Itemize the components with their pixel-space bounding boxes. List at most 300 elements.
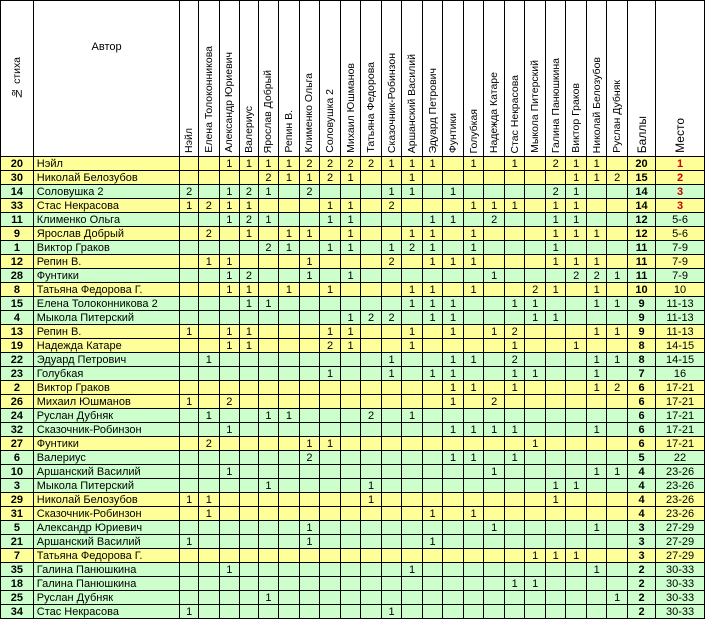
vote-cell bbox=[545, 605, 566, 619]
vote-cell bbox=[545, 535, 566, 549]
vote-cell: 1 bbox=[299, 521, 320, 535]
author-name: Елена Толоконникова 2 bbox=[33, 297, 180, 311]
vote-cell bbox=[320, 591, 341, 605]
vote-cell bbox=[361, 465, 382, 479]
vote-cell bbox=[463, 521, 484, 535]
vote-cell bbox=[586, 493, 607, 507]
vote-cell bbox=[443, 591, 464, 605]
vote-cell bbox=[299, 213, 320, 227]
vote-cell bbox=[299, 297, 320, 311]
author-name: Мыкола Питерский bbox=[33, 479, 180, 493]
vote-cell bbox=[566, 563, 587, 577]
vote-cell bbox=[279, 255, 300, 269]
vote-cell bbox=[566, 577, 587, 591]
vote-cell bbox=[402, 199, 423, 213]
vote-cell bbox=[258, 199, 279, 213]
vote-cell bbox=[240, 255, 259, 269]
vote-cell: 1 bbox=[299, 227, 320, 241]
vote-cell bbox=[525, 325, 546, 339]
vote-cell bbox=[199, 185, 220, 199]
vote-cell bbox=[545, 367, 566, 381]
vote-cell bbox=[566, 409, 587, 423]
vote-cell: 1 bbox=[607, 269, 628, 283]
vote-cell bbox=[566, 241, 587, 255]
score-cell: 11 bbox=[627, 241, 655, 255]
vote-cell: 1 bbox=[422, 297, 443, 311]
table-row bbox=[1, 339, 705, 353]
table-row bbox=[1, 367, 705, 381]
vote-cell: 1 bbox=[422, 241, 443, 255]
score-cell: 4 bbox=[627, 507, 655, 521]
vote-cell: 1 bbox=[340, 241, 361, 255]
vote-cell: 1 bbox=[340, 339, 361, 353]
author-name: Репин В. bbox=[33, 325, 180, 339]
author-name: Стас Некрасова bbox=[33, 605, 180, 619]
vote-cell: 1 bbox=[422, 157, 443, 171]
score-cell: 2 bbox=[627, 605, 655, 619]
vote-cell bbox=[463, 269, 484, 283]
vote-cell bbox=[361, 339, 382, 353]
vote-cell bbox=[402, 591, 423, 605]
vote-cell bbox=[240, 535, 259, 549]
author-name: Соловушка 2 bbox=[33, 185, 180, 199]
vote-cell bbox=[545, 577, 566, 591]
vote-cell bbox=[199, 423, 220, 437]
vote-cell bbox=[320, 353, 341, 367]
table-row bbox=[1, 605, 705, 619]
table-row bbox=[1, 577, 705, 591]
poem-number: 4 bbox=[1, 311, 34, 325]
vote-cell bbox=[525, 185, 546, 199]
place-cell: 17-21 bbox=[656, 381, 705, 395]
score-cell: 9 bbox=[627, 311, 655, 325]
vote-cell bbox=[279, 437, 300, 451]
vote-cell bbox=[443, 535, 464, 549]
vote-cell bbox=[240, 465, 259, 479]
vote-cell bbox=[484, 297, 505, 311]
vote-cell bbox=[361, 171, 382, 185]
vote-cell bbox=[279, 311, 300, 325]
vote-cell: 1 bbox=[299, 535, 320, 549]
vote-cell: 1 bbox=[504, 157, 525, 171]
vote-cell bbox=[240, 171, 259, 185]
vote-cell bbox=[586, 507, 607, 521]
header-row bbox=[1, 1, 705, 157]
vote-cell: 1 bbox=[240, 297, 259, 311]
vote-cell bbox=[299, 325, 320, 339]
header-judge: Ярослав Добрый bbox=[258, 1, 279, 157]
vote-cell: 2 bbox=[299, 451, 320, 465]
vote-cell bbox=[180, 269, 199, 283]
vote-cell bbox=[180, 367, 199, 381]
author-name: Клименко Ольга bbox=[33, 213, 180, 227]
place-cell: 14-15 bbox=[656, 353, 705, 367]
vote-cell bbox=[463, 213, 484, 227]
score-cell: 2 bbox=[627, 591, 655, 605]
vote-cell bbox=[199, 381, 220, 395]
place-cell: 11-13 bbox=[656, 297, 705, 311]
vote-cell bbox=[607, 367, 628, 381]
vote-cell bbox=[422, 563, 443, 577]
vote-cell: 1 bbox=[240, 227, 259, 241]
vote-cell bbox=[240, 423, 259, 437]
vote-cell: 1 bbox=[361, 479, 382, 493]
table-row bbox=[1, 311, 705, 325]
vote-cell bbox=[525, 605, 546, 619]
vote-cell bbox=[402, 521, 423, 535]
vote-cell bbox=[422, 325, 443, 339]
vote-cell: 1 bbox=[402, 409, 423, 423]
author-name: Стас Некрасова bbox=[33, 199, 180, 213]
poem-number: 1 bbox=[1, 241, 34, 255]
results-body bbox=[1, 157, 705, 619]
vote-cell: 2 bbox=[504, 353, 525, 367]
vote-cell bbox=[340, 535, 361, 549]
vote-cell: 1 bbox=[340, 171, 361, 185]
vote-cell bbox=[443, 563, 464, 577]
table-row bbox=[1, 325, 705, 339]
vote-cell bbox=[381, 269, 402, 283]
vote-cell bbox=[240, 549, 259, 563]
vote-cell: 2 bbox=[340, 157, 361, 171]
vote-cell bbox=[240, 353, 259, 367]
vote-cell bbox=[484, 409, 505, 423]
author-name: Репин В. bbox=[33, 255, 180, 269]
vote-cell bbox=[484, 451, 505, 465]
poem-number: 33 bbox=[1, 199, 34, 213]
vote-cell: 1 bbox=[219, 283, 240, 297]
vote-cell: 1 bbox=[199, 255, 220, 269]
vote-cell bbox=[381, 549, 402, 563]
vote-cell: 1 bbox=[320, 367, 341, 381]
vote-cell bbox=[463, 591, 484, 605]
vote-cell bbox=[545, 381, 566, 395]
vote-cell bbox=[180, 157, 199, 171]
vote-cell bbox=[504, 283, 525, 297]
vote-cell bbox=[299, 423, 320, 437]
vote-cell bbox=[545, 339, 566, 353]
vote-cell bbox=[504, 479, 525, 493]
vote-cell bbox=[422, 605, 443, 619]
score-cell: 2 bbox=[627, 563, 655, 577]
vote-cell bbox=[279, 339, 300, 353]
vote-cell: 1 bbox=[566, 255, 587, 269]
vote-cell bbox=[402, 423, 423, 437]
vote-cell bbox=[463, 367, 484, 381]
vote-cell bbox=[361, 451, 382, 465]
place-cell: 17-21 bbox=[656, 409, 705, 423]
vote-cell: 1 bbox=[180, 605, 199, 619]
vote-cell: 1 bbox=[299, 269, 320, 283]
vote-cell bbox=[279, 535, 300, 549]
vote-cell: 1 bbox=[219, 563, 240, 577]
vote-cell bbox=[607, 255, 628, 269]
place-cell: 30-33 bbox=[656, 577, 705, 591]
vote-cell bbox=[299, 381, 320, 395]
author-name: Галина Панюшкина bbox=[33, 577, 180, 591]
vote-cell: 1 bbox=[504, 199, 525, 213]
vote-cell: 1 bbox=[219, 269, 240, 283]
vote-cell: 2 bbox=[219, 395, 240, 409]
vote-cell: 1 bbox=[299, 171, 320, 185]
vote-cell: 1 bbox=[463, 381, 484, 395]
vote-cell bbox=[199, 563, 220, 577]
vote-cell bbox=[504, 171, 525, 185]
vote-cell bbox=[586, 437, 607, 451]
vote-cell bbox=[199, 591, 220, 605]
vote-cell bbox=[340, 451, 361, 465]
vote-cell bbox=[545, 269, 566, 283]
vote-cell bbox=[240, 521, 259, 535]
place-cell: 3 bbox=[656, 199, 705, 213]
vote-cell: 1 bbox=[484, 465, 505, 479]
header-judge: Валериус bbox=[240, 1, 259, 157]
vote-cell bbox=[566, 325, 587, 339]
header-judge: Руслан Дубняк bbox=[607, 1, 628, 157]
vote-cell bbox=[525, 521, 546, 535]
vote-cell bbox=[463, 311, 484, 325]
vote-cell: 1 bbox=[402, 283, 423, 297]
vote-cell bbox=[180, 311, 199, 325]
vote-cell bbox=[340, 493, 361, 507]
vote-cell: 1 bbox=[258, 479, 279, 493]
vote-cell bbox=[320, 423, 341, 437]
vote-cell: 1 bbox=[566, 157, 587, 171]
vote-cell: 1 bbox=[240, 157, 259, 171]
vote-cell bbox=[199, 521, 220, 535]
vote-cell bbox=[361, 255, 382, 269]
vote-cell: 1 bbox=[258, 185, 279, 199]
author-name: Нэйл bbox=[33, 157, 180, 171]
vote-cell bbox=[607, 507, 628, 521]
vote-cell bbox=[525, 479, 546, 493]
vote-cell: 1 bbox=[484, 521, 505, 535]
score-cell: 8 bbox=[627, 353, 655, 367]
author-name: Эдуард Петрович bbox=[33, 353, 180, 367]
vote-cell: 1 bbox=[299, 437, 320, 451]
vote-cell: 2 bbox=[320, 171, 341, 185]
vote-cell: 2 bbox=[381, 311, 402, 325]
score-cell: 6 bbox=[627, 381, 655, 395]
vote-cell bbox=[320, 493, 341, 507]
vote-cell bbox=[279, 367, 300, 381]
vote-cell bbox=[279, 605, 300, 619]
vote-cell bbox=[258, 353, 279, 367]
vote-cell bbox=[525, 227, 546, 241]
vote-cell: 1 bbox=[180, 199, 199, 213]
vote-cell bbox=[504, 409, 525, 423]
vote-cell: 1 bbox=[199, 493, 220, 507]
vote-cell bbox=[566, 381, 587, 395]
vote-cell bbox=[320, 479, 341, 493]
vote-cell: 1 bbox=[320, 213, 341, 227]
vote-cell: 2 bbox=[545, 185, 566, 199]
vote-cell: 1 bbox=[586, 367, 607, 381]
vote-cell: 1 bbox=[443, 185, 464, 199]
poem-number: 26 bbox=[1, 395, 34, 409]
header-judge: Нэйл bbox=[180, 1, 199, 157]
score-cell: 3 bbox=[627, 535, 655, 549]
vote-cell bbox=[258, 283, 279, 297]
vote-cell bbox=[422, 269, 443, 283]
vote-cell bbox=[402, 479, 423, 493]
vote-cell bbox=[607, 185, 628, 199]
vote-cell bbox=[463, 171, 484, 185]
vote-cell bbox=[180, 353, 199, 367]
vote-cell bbox=[320, 227, 341, 241]
vote-cell bbox=[381, 325, 402, 339]
vote-cell bbox=[381, 283, 402, 297]
vote-cell: 1 bbox=[219, 339, 240, 353]
poem-number: 11 bbox=[1, 213, 34, 227]
vote-cell bbox=[299, 591, 320, 605]
author-name: Виктор Граков bbox=[33, 381, 180, 395]
vote-cell bbox=[381, 227, 402, 241]
vote-cell bbox=[607, 199, 628, 213]
author-name: Николай Белозубов bbox=[33, 493, 180, 507]
poem-number: 24 bbox=[1, 409, 34, 423]
vote-cell bbox=[258, 339, 279, 353]
header-judge: Фунтики bbox=[443, 1, 464, 157]
vote-cell bbox=[504, 311, 525, 325]
vote-cell bbox=[484, 157, 505, 171]
vote-cell: 1 bbox=[279, 171, 300, 185]
author-name: Михаил Юшманов bbox=[33, 395, 180, 409]
table-row bbox=[1, 227, 705, 241]
vote-cell bbox=[463, 479, 484, 493]
vote-cell bbox=[258, 605, 279, 619]
vote-cell bbox=[279, 297, 300, 311]
table-row bbox=[1, 157, 705, 171]
vote-cell bbox=[525, 465, 546, 479]
vote-cell bbox=[340, 283, 361, 297]
vote-cell bbox=[443, 199, 464, 213]
place-cell: 5-6 bbox=[656, 213, 705, 227]
vote-cell: 2 bbox=[402, 241, 423, 255]
vote-cell bbox=[545, 437, 566, 451]
vote-cell bbox=[361, 367, 382, 381]
place-cell: 30-33 bbox=[656, 605, 705, 619]
vote-cell bbox=[422, 479, 443, 493]
vote-cell bbox=[340, 563, 361, 577]
vote-cell: 1 bbox=[199, 409, 220, 423]
vote-cell bbox=[279, 451, 300, 465]
vote-cell bbox=[525, 563, 546, 577]
vote-cell bbox=[258, 381, 279, 395]
vote-cell: 1 bbox=[381, 241, 402, 255]
vote-cell bbox=[484, 437, 505, 451]
vote-cell bbox=[340, 437, 361, 451]
vote-cell bbox=[299, 549, 320, 563]
vote-cell bbox=[240, 451, 259, 465]
vote-cell bbox=[279, 353, 300, 367]
vote-cell bbox=[320, 507, 341, 521]
vote-cell: 1 bbox=[381, 367, 402, 381]
vote-cell: 1 bbox=[463, 227, 484, 241]
vote-cell bbox=[607, 409, 628, 423]
vote-cell bbox=[484, 339, 505, 353]
author-name: Галина Панюшкина bbox=[33, 563, 180, 577]
vote-cell: 1 bbox=[381, 605, 402, 619]
vote-cell: 1 bbox=[586, 325, 607, 339]
vote-cell: 1 bbox=[484, 269, 505, 283]
vote-cell: 1 bbox=[320, 325, 341, 339]
vote-cell: 1 bbox=[566, 549, 587, 563]
poem-number: 29 bbox=[1, 493, 34, 507]
vote-cell bbox=[258, 437, 279, 451]
vote-cell: 1 bbox=[443, 423, 464, 437]
vote-cell: 1 bbox=[566, 227, 587, 241]
vote-cell: 2 bbox=[240, 269, 259, 283]
score-cell: 12 bbox=[627, 227, 655, 241]
vote-cell: 1 bbox=[240, 199, 259, 213]
vote-cell: 1 bbox=[279, 227, 300, 241]
author-name: Мыкола Питерский bbox=[33, 311, 180, 325]
vote-cell bbox=[219, 451, 240, 465]
score-cell: 9 bbox=[627, 325, 655, 339]
vote-cell: 1 bbox=[525, 549, 546, 563]
place-cell: 23-26 bbox=[656, 507, 705, 521]
vote-cell: 1 bbox=[340, 213, 361, 227]
vote-cell bbox=[320, 451, 341, 465]
table-row bbox=[1, 395, 705, 409]
vote-cell bbox=[402, 493, 423, 507]
place-cell: 5-6 bbox=[656, 227, 705, 241]
vote-cell bbox=[422, 353, 443, 367]
vote-cell bbox=[199, 171, 220, 185]
table-row bbox=[1, 353, 705, 367]
vote-cell bbox=[199, 297, 220, 311]
vote-cell: 1 bbox=[545, 255, 566, 269]
vote-cell bbox=[607, 339, 628, 353]
vote-cell: 1 bbox=[219, 213, 240, 227]
score-cell: 9 bbox=[627, 297, 655, 311]
vote-cell: 1 bbox=[566, 339, 587, 353]
vote-cell: 2 bbox=[545, 157, 566, 171]
vote-cell bbox=[299, 353, 320, 367]
vote-cell bbox=[484, 591, 505, 605]
poem-number: 9 bbox=[1, 227, 34, 241]
vote-cell bbox=[240, 241, 259, 255]
header-author: Автор bbox=[33, 1, 180, 157]
vote-cell bbox=[586, 535, 607, 549]
vote-cell: 1 bbox=[607, 325, 628, 339]
vote-cell bbox=[180, 213, 199, 227]
vote-cell: 1 bbox=[586, 297, 607, 311]
vote-cell bbox=[279, 465, 300, 479]
vote-cell: 1 bbox=[219, 423, 240, 437]
vote-cell bbox=[258, 325, 279, 339]
vote-cell bbox=[463, 605, 484, 619]
vote-cell bbox=[607, 423, 628, 437]
vote-cell bbox=[504, 605, 525, 619]
vote-cell bbox=[299, 479, 320, 493]
vote-cell: 1 bbox=[402, 185, 423, 199]
header-place: Место bbox=[656, 1, 705, 157]
vote-cell bbox=[180, 549, 199, 563]
vote-cell bbox=[279, 507, 300, 521]
header-judge: Татьяна Федорова bbox=[361, 1, 382, 157]
vote-cell: 1 bbox=[443, 353, 464, 367]
vote-cell bbox=[219, 605, 240, 619]
vote-cell bbox=[484, 367, 505, 381]
vote-cell bbox=[299, 395, 320, 409]
table-row bbox=[1, 409, 705, 423]
vote-cell bbox=[422, 339, 443, 353]
vote-cell bbox=[463, 535, 484, 549]
vote-cell bbox=[525, 451, 546, 465]
vote-cell: 1 bbox=[586, 171, 607, 185]
